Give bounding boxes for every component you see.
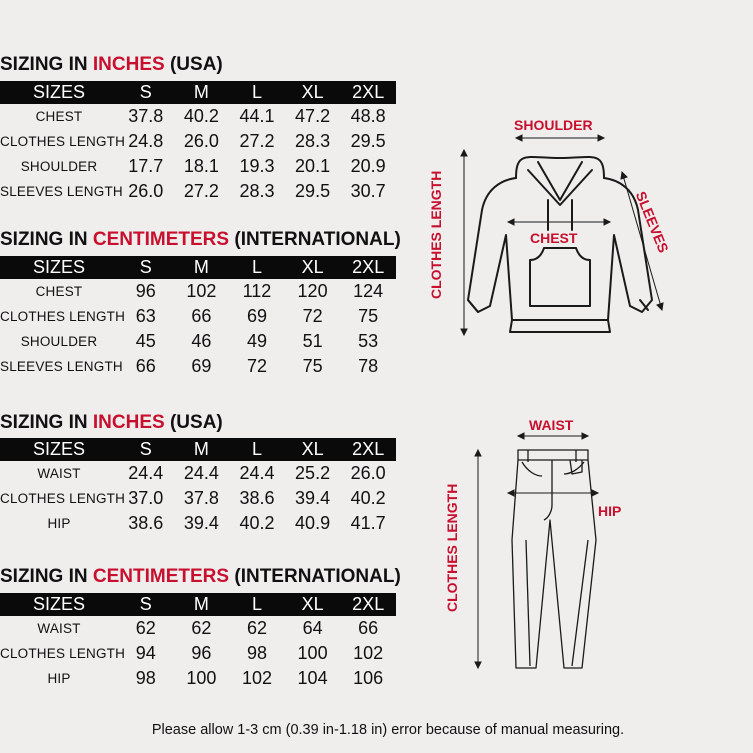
cell: 25.2 xyxy=(295,463,331,483)
cell: 62 xyxy=(135,618,156,638)
cell: 78 xyxy=(358,356,379,376)
section-title-tops-centimeters: SIZING IN CENTIMETERS (INTERNATIONAL) xyxy=(0,229,401,250)
header-s: S xyxy=(118,81,174,104)
sleeves-label: SLEEVES xyxy=(632,189,672,255)
cell: 66 xyxy=(191,306,212,326)
row-label: CLOTHES LENGTH xyxy=(0,646,126,661)
cell: 27.2 xyxy=(239,131,275,151)
cell: 29.5 xyxy=(295,181,331,201)
pants-length-label: CLOTHES LENGTH xyxy=(444,483,460,612)
cell: 24.4 xyxy=(128,463,164,483)
table-header-row xyxy=(0,81,396,104)
header-xl: XL xyxy=(285,81,341,104)
cell: 100 xyxy=(297,643,328,663)
cell: 39.4 xyxy=(183,513,219,533)
cell: 72 xyxy=(302,306,323,326)
row-label: CLOTHES LENGTH xyxy=(0,134,126,149)
row-label: SHOULDER xyxy=(20,334,98,349)
header-xl: XL xyxy=(285,438,341,461)
cell: 24.8 xyxy=(128,131,164,151)
cell: 30.7 xyxy=(350,181,386,201)
size-table-pants-inches xyxy=(0,438,396,536)
cell: 100 xyxy=(186,668,217,688)
cell: 66 xyxy=(135,356,156,376)
cell: 27.2 xyxy=(183,181,219,201)
table-row xyxy=(0,179,396,204)
table-row xyxy=(0,104,396,129)
header-2xl: 2XL xyxy=(340,81,396,104)
header-l: L xyxy=(229,593,285,616)
cell: 124 xyxy=(353,281,384,301)
cell: 40.2 xyxy=(350,488,386,508)
size-table-tops-centimeters xyxy=(0,256,396,379)
cell: 26.0 xyxy=(128,181,164,201)
size-table-pants-centimeters xyxy=(0,593,396,691)
cell: 24.4 xyxy=(239,463,275,483)
header-m: M xyxy=(174,81,230,104)
cell: 64 xyxy=(302,618,323,638)
table-row xyxy=(0,641,396,666)
cell: 41.7 xyxy=(350,513,386,533)
table-row xyxy=(0,511,396,536)
cell: 18.1 xyxy=(183,156,219,176)
cell: 26.0 xyxy=(183,131,219,151)
header-xl: XL xyxy=(285,593,341,616)
table-row xyxy=(0,129,396,154)
cell: 112 xyxy=(242,281,272,301)
cell: 49 xyxy=(246,331,267,351)
cell: 48.8 xyxy=(350,106,386,126)
cell: 19.3 xyxy=(239,156,275,176)
row-label: CLOTHES LENGTH xyxy=(0,309,126,324)
cell: 47.2 xyxy=(295,106,331,126)
header-s: S xyxy=(118,256,174,279)
header-xl: XL xyxy=(285,256,341,279)
section-title-tops-inches: SIZING IN INCHES (USA) xyxy=(0,54,223,75)
cell: 28.3 xyxy=(239,181,275,201)
table-row xyxy=(0,616,396,641)
table-row xyxy=(0,666,396,691)
size-table-tops-inches xyxy=(0,81,396,204)
row-label: WAIST xyxy=(37,466,81,481)
cell: 94 xyxy=(135,643,156,663)
cell: 102 xyxy=(353,643,384,663)
header-sizes: SIZES xyxy=(0,593,118,616)
chest-label: CHEST xyxy=(530,230,578,246)
cell: 66 xyxy=(358,618,379,638)
cell: 98 xyxy=(135,668,156,688)
cell: 28.3 xyxy=(295,131,331,151)
cell: 40.9 xyxy=(295,513,331,533)
table-row xyxy=(0,329,396,354)
header-s: S xyxy=(118,438,174,461)
row-label: WAIST xyxy=(37,621,81,636)
cell: 38.6 xyxy=(239,488,275,508)
cell: 37.8 xyxy=(128,106,164,126)
waist-label: WAIST xyxy=(529,417,574,433)
header-l: L xyxy=(229,438,285,461)
row-label: CHEST xyxy=(35,284,83,299)
pants-diagram xyxy=(470,430,630,680)
cell: 51 xyxy=(302,331,323,351)
cell: 20.1 xyxy=(295,156,331,176)
table-row xyxy=(0,354,396,379)
measurement-note: Please allow 1-3 cm (0.39 in-1.18 in) error because of manual measuring. xyxy=(151,722,625,738)
header-m: M xyxy=(174,256,230,279)
cell: 75 xyxy=(358,306,379,326)
hoodie-length-label: CLOTHES LENGTH xyxy=(428,170,444,299)
cell: 104 xyxy=(297,668,328,688)
section-title-pants-centimeters: SIZING IN CENTIMETERS (INTERNATIONAL) xyxy=(0,566,401,587)
header-l: L xyxy=(229,256,285,279)
cell: 40.2 xyxy=(183,106,219,126)
cell: 106 xyxy=(353,668,384,688)
header-sizes: SIZES xyxy=(0,256,118,279)
header-2xl: 2XL xyxy=(340,256,396,279)
header-sizes: SIZES xyxy=(0,81,118,104)
shoulder-label: SHOULDER xyxy=(514,117,593,133)
header-m: M xyxy=(174,593,230,616)
header-s: S xyxy=(118,593,174,616)
cell: 39.4 xyxy=(295,488,331,508)
cell: 38.6 xyxy=(128,513,164,533)
table-row xyxy=(0,461,396,486)
table-header-row xyxy=(0,438,396,461)
row-label: CLOTHES LENGTH xyxy=(0,491,126,506)
cell: 40.2 xyxy=(239,513,275,533)
row-label: SHOULDER xyxy=(20,159,98,174)
row-label: HIP xyxy=(47,671,71,686)
row-label: SLEEVES LENGTH xyxy=(0,359,123,374)
cell: 98 xyxy=(246,643,267,663)
cell: 46 xyxy=(191,331,212,351)
table-header-row xyxy=(0,256,396,279)
cell: 75 xyxy=(302,356,323,376)
table-row xyxy=(0,486,396,511)
header-sizes: SIZES xyxy=(0,438,118,461)
cell: 72 xyxy=(246,356,267,376)
cell: 24.4 xyxy=(183,463,219,483)
section-title-pants-inches: SIZING IN INCHES (USA) xyxy=(0,412,223,433)
cell: 26.0 xyxy=(350,463,386,483)
header-m: M xyxy=(174,438,230,461)
cell: 20.9 xyxy=(350,156,386,176)
cell: 53 xyxy=(358,331,379,351)
cell: 120 xyxy=(297,281,328,301)
row-label: HIP xyxy=(47,516,71,531)
cell: 37.8 xyxy=(183,488,219,508)
cell: 102 xyxy=(186,281,217,301)
cell: 45 xyxy=(135,331,156,351)
row-label: SLEEVES LENGTH xyxy=(0,184,123,199)
row-label: CHEST xyxy=(35,109,83,124)
cell: 69 xyxy=(246,306,267,326)
cell: 62 xyxy=(191,618,212,638)
header-2xl: 2XL xyxy=(340,438,396,461)
cell: 96 xyxy=(191,643,212,663)
cell: 63 xyxy=(135,306,156,326)
cell: 29.5 xyxy=(350,131,386,151)
cell: 17.7 xyxy=(128,156,164,176)
cell: 37.0 xyxy=(128,488,164,508)
table-row xyxy=(0,154,396,179)
cell: 62 xyxy=(246,618,267,638)
table-row xyxy=(0,279,396,304)
table-row xyxy=(0,304,396,329)
hip-label: HIP xyxy=(598,503,622,519)
cell: 102 xyxy=(241,668,272,688)
table-header-row xyxy=(0,593,396,616)
cell: 69 xyxy=(191,356,212,376)
cell: 96 xyxy=(135,281,156,301)
header-l: L xyxy=(229,81,285,104)
cell: 44.1 xyxy=(239,106,275,126)
header-2xl: 2XL xyxy=(340,593,396,616)
